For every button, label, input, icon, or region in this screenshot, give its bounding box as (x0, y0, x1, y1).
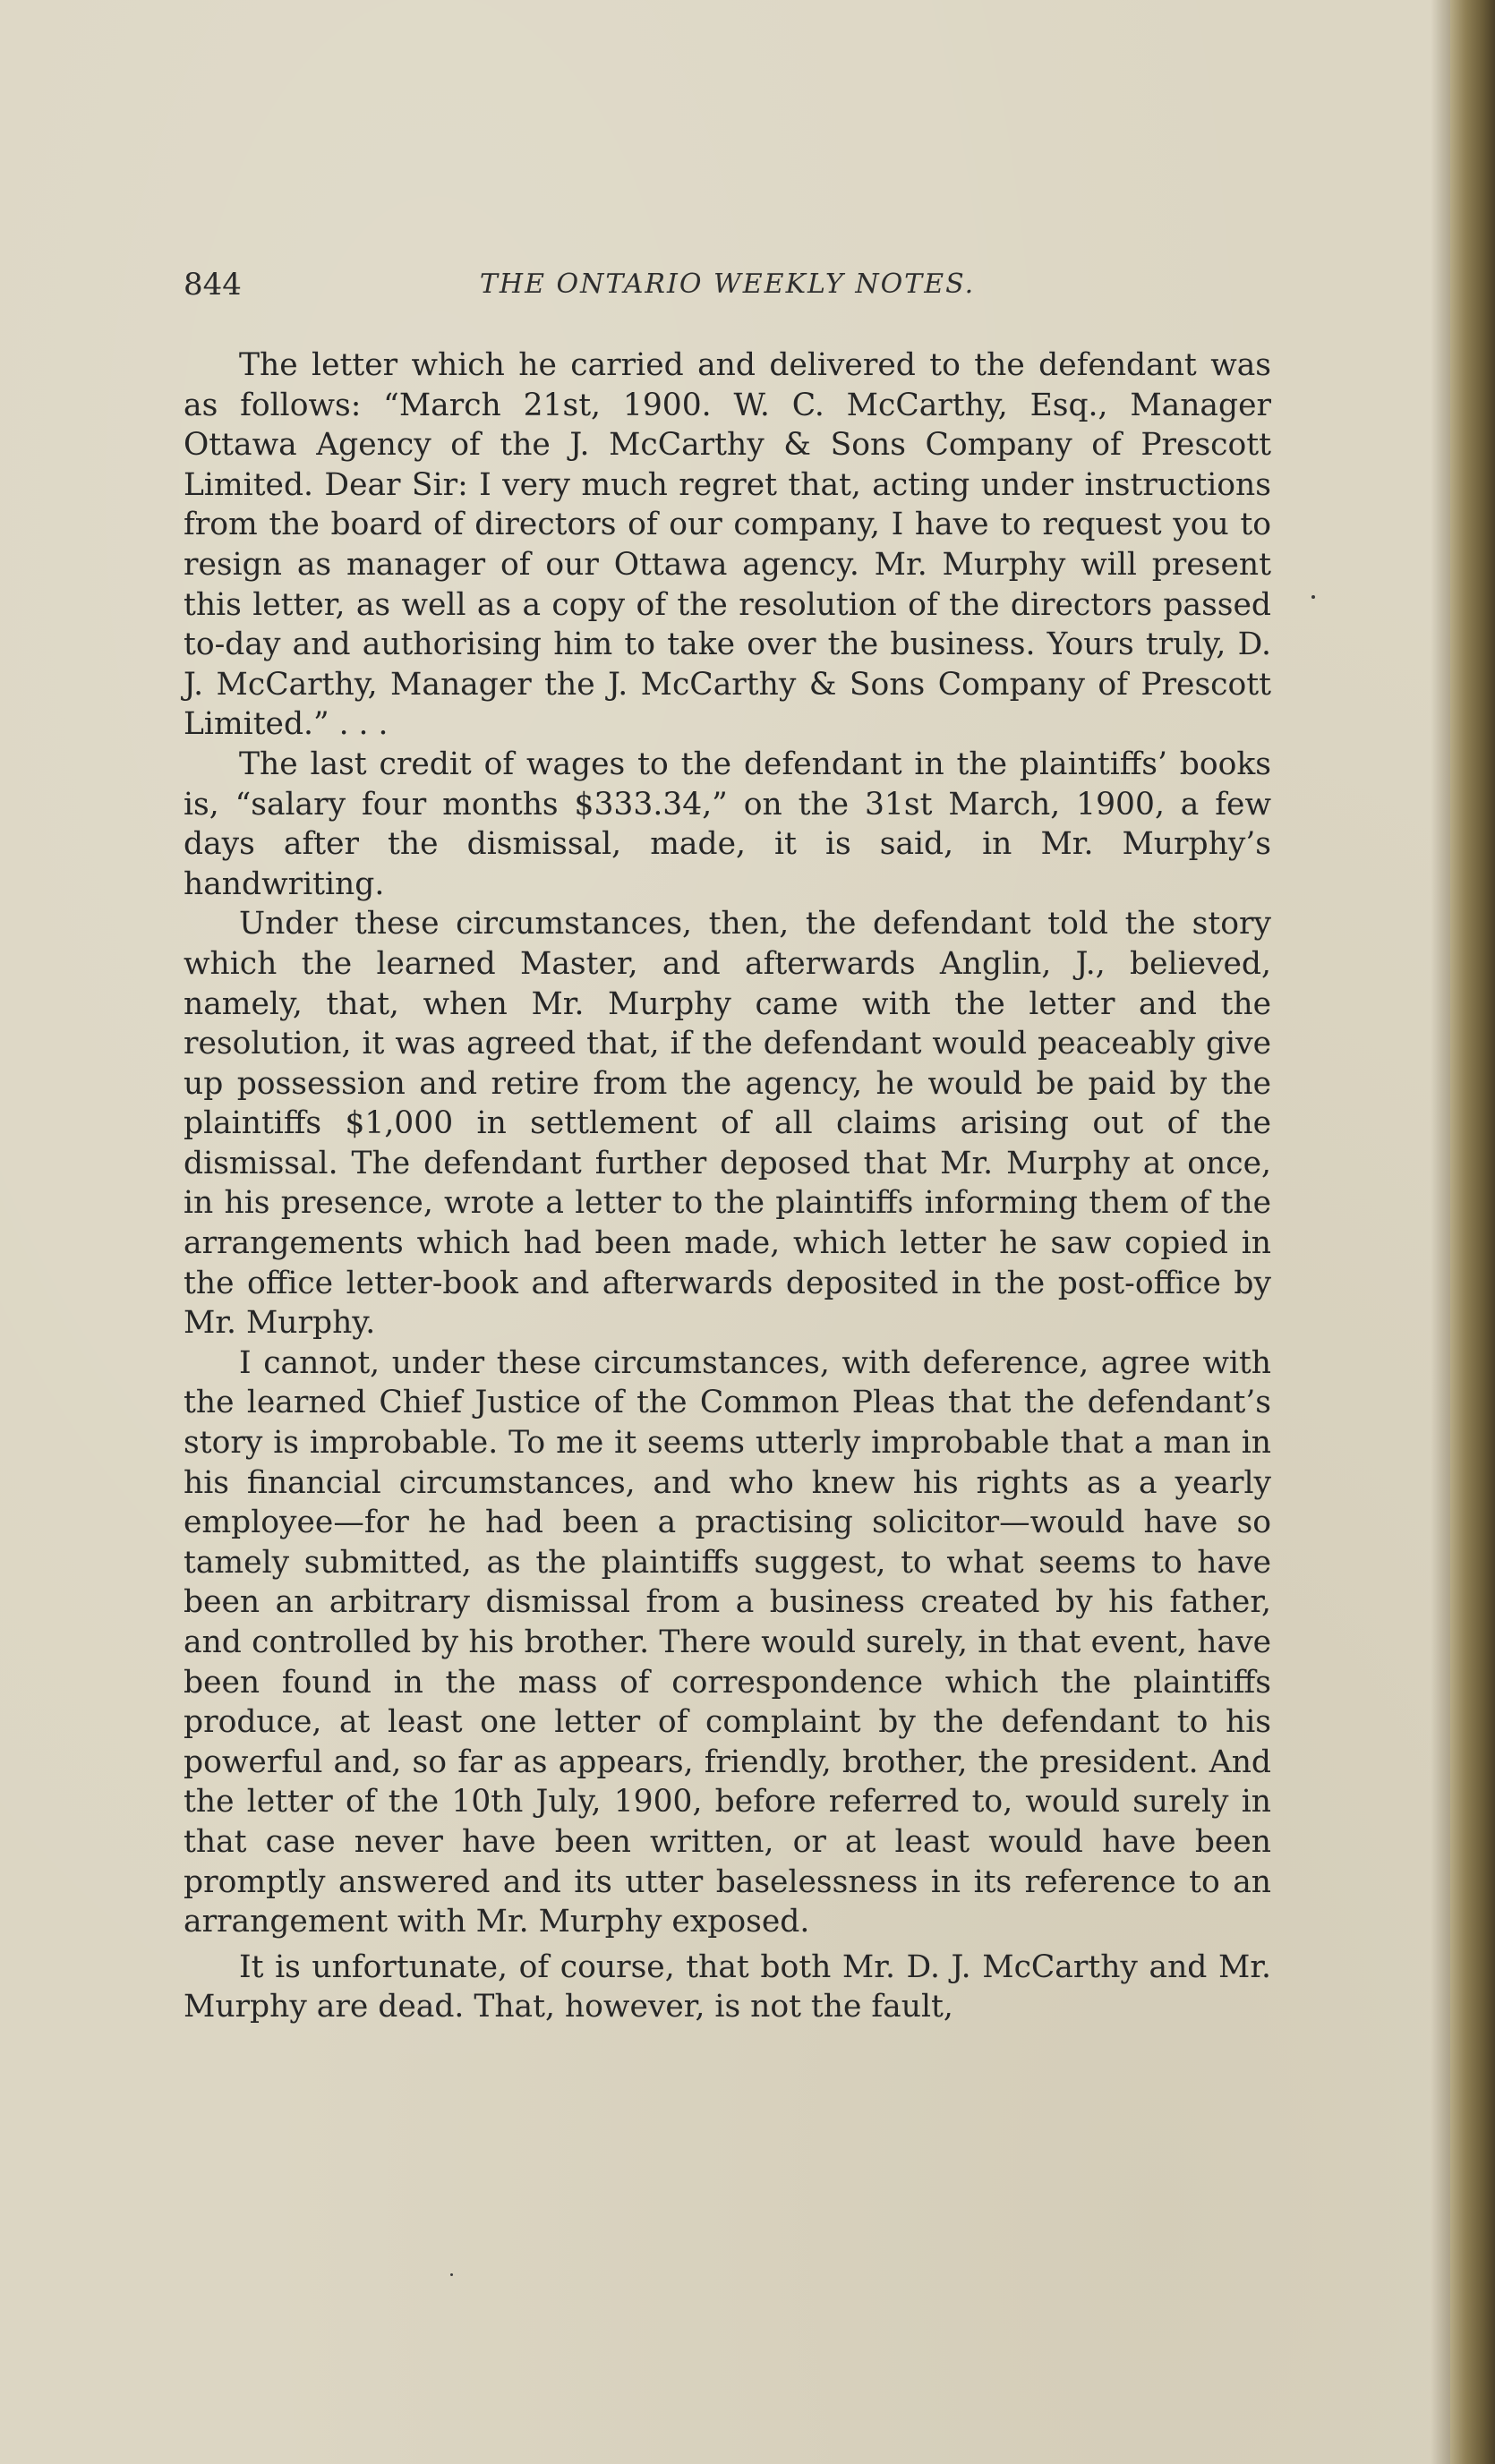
paper-speck (450, 2273, 453, 2276)
running-title: THE ONTARIO WEEKLY NOTES. (479, 269, 976, 300)
page-edge (1450, 0, 1495, 2464)
paragraph-wages: The last credit of wages to the defendant in the plaintiffs’ books is, “salary four months $333.34,” on the 31st March, 1900, a few days after the dismissal, made, it is said, in Mr. Murphy’s handwriting. (184, 746, 1271, 902)
page-gutter-shadow (1431, 0, 1450, 2464)
paragraph-opinion: I cannot, under these circumstances, with deference, agree with the learned Chief Justice of the Common Pleas that the defendant’s story is improbable. To me it seems utterly improbable that a man in his financial circumstances, and who knew his rights as a yearly employee—for he had been a practising solicitor—would have so tamely submitted, as the plaintiffs suggest, to what seems to have been an arbitrary dismissal from a business created by his father, and controlled by his brother. There would surely, in that event, have been found in the mass of correspondence which the plaintiffs produce, at least one letter of complaint by the defendant to his powerful and, so far as appears, friendly, brother, the president. And the letter of the 10th July, 1900, before referred to, would surely in that case never have been written, or at least would have been promptly answered and its utter baselessness in its reference to an arrangement with Mr. Murphy exposed. (184, 1344, 1271, 1940)
paragraph-letter: The letter which he carried and delivered to the defendant was as follows: “March 21st, 1900. W. C. McCarthy, Esq., Manager Ottawa Agency of the J. McCarthy & Sons Company of Prescott Limited. Dear Sir: I very much regret that, acting under instructions from the board of directors of our company, I have to request you to resign as manager of our Ottawa agency. Mr. Murphy will present this letter, as well as a copy of the resolution of the directors passed to-day and authorising him to take over the business. Yours truly, D. J. McCarthy, Manager the J. McCarthy & Sons Company of Prescott Limited.” . . . (184, 347, 1271, 743)
body-text (184, 345, 1271, 2027)
paragraph-circumstances: Under these circumstances, then, the defendant told the story which the learned Master, and afterwards Anglin, J., believed, namely, that, when Mr. Murphy came with the letter and the resolution, it was agreed that, if the defendant would peaceably give up possession and retire from the agency, he would be paid by the plaintiffs $1,000 in settlement of all claims arising out of the dismissal. The defendant further deposed that Mr. Murphy at once, in his presence, wrote a letter to the plaintiffs informing them of the arrangements which had been made, which letter he saw copied in the office letter-book and afterwards deposited in the post-office by Mr. Murphy. (184, 906, 1271, 1342)
page-header (184, 267, 1271, 306)
page-number: 844 (184, 267, 242, 303)
paragraph-unfortunate: It is unfortunate, of course, that both Mr. D. J. McCarthy and Mr. Murphy are dead. That, however, is not the fault, (184, 1948, 1271, 2025)
paper-speck (1311, 595, 1315, 599)
